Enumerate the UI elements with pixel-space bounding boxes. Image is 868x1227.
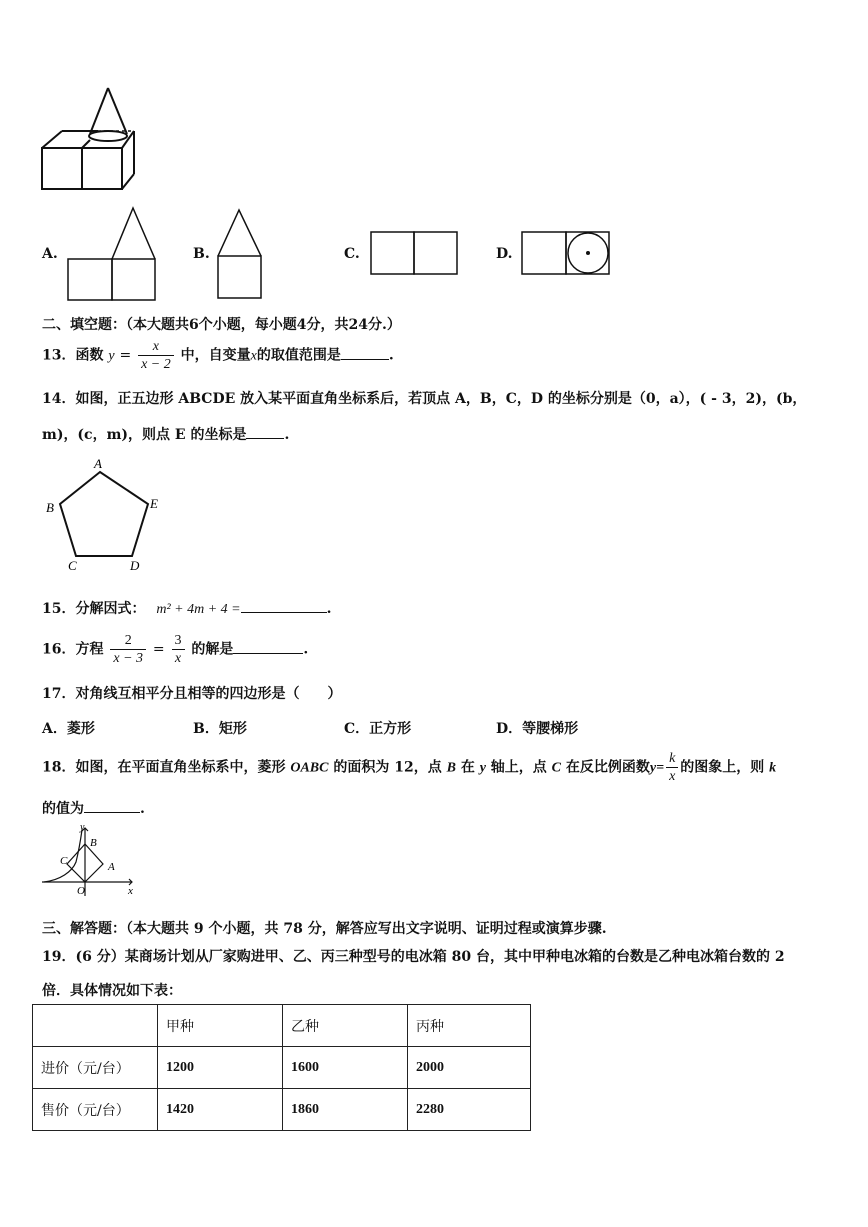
- pentagon-label-b: B: [46, 500, 54, 515]
- q16-f2-den: x: [174, 651, 182, 666]
- table-row: [33, 1089, 531, 1131]
- q18-line2-text: 的值为: [42, 801, 84, 817]
- q16: [42, 632, 308, 667]
- table-row-label: 售价（元/台）: [33, 1089, 158, 1131]
- table-header-row: [33, 1005, 531, 1047]
- pentagon-label-d: D: [130, 558, 140, 573]
- table-header-cell: 甲种: [158, 1005, 283, 1047]
- q18-fraction: [666, 750, 678, 785]
- q18-y-axis: y: [479, 760, 486, 776]
- q13-var: x: [250, 348, 257, 364]
- price-table: [32, 1004, 531, 1131]
- q16-tail: 的解是: [191, 641, 234, 658]
- q15-num: 15．分解因式：: [42, 601, 146, 617]
- graph-label-o: O: [77, 885, 85, 897]
- pentagon-label-c: C: [68, 558, 77, 573]
- q14-answer-blank[interactable]: [246, 424, 284, 439]
- q15-expr: m² + 4m + 4 =: [156, 602, 241, 617]
- q18-text-f: 的图象上，则: [680, 759, 765, 776]
- option-d-figure: [521, 230, 613, 276]
- q18-point-c: C: [551, 760, 561, 776]
- section2-title: 二、填空题：（本大题共6个小题，每小题4分，共24分.）: [42, 317, 401, 333]
- q18-line2: [42, 798, 145, 818]
- table-header-cell: [33, 1005, 158, 1047]
- q13-num: 13．函数: [42, 347, 104, 364]
- pentagon-label-a: A: [94, 456, 102, 471]
- q16-f1-num: 2: [110, 632, 146, 650]
- q14-line1: 14．如图，正五边形 ABCDE 放入某平面直角坐标系后，若顶点 A，B，C，D 的坐标分别是（0，a），( - 3，2)，(b，: [42, 391, 807, 407]
- option-b-figure: [216, 208, 264, 300]
- graph-label-a: A: [108, 861, 115, 873]
- q18-text-a: 18．如图，在平面直角坐标系中，菱形: [42, 759, 286, 776]
- q17-stem: 17．对角线互相平分且相等的四边形是（ ）: [42, 686, 342, 702]
- q18-line1: [42, 750, 776, 785]
- q16-answer-blank[interactable]: [233, 639, 303, 654]
- q18-point-b: B: [446, 760, 456, 776]
- q16-f1-den: x − 3: [113, 651, 144, 666]
- q13-frac-num: x: [138, 338, 174, 356]
- q16-eq: =: [152, 641, 165, 658]
- graph-label-c: C: [60, 855, 68, 867]
- q17-option-d[interactable]: D．等腰梯形: [496, 721, 579, 737]
- q18-end: .: [140, 801, 145, 817]
- q18-oabc: OABC: [290, 760, 329, 776]
- table-row: [33, 1047, 531, 1089]
- q18-text-d: 轴上，点: [490, 759, 547, 776]
- section3-title: 三、解答题：（本大题共 9 个小题，共 78 分，解答应写出文字说明、证明过程或演算步骤.: [42, 921, 607, 937]
- q13-end: .: [388, 347, 394, 364]
- q17-option-a[interactable]: A．菱形: [42, 721, 95, 737]
- q13-answer-blank[interactable]: [341, 345, 389, 360]
- pentagon-figure: [42, 456, 166, 576]
- q16-end: .: [303, 641, 309, 658]
- q18-frac-den: x: [669, 769, 676, 784]
- q18-answer-blank[interactable]: [84, 798, 140, 813]
- q16-num: 16．方程: [42, 641, 104, 658]
- option-a-figure: [67, 206, 159, 302]
- q19-line2: 倍．具体情况如下表：: [42, 983, 182, 999]
- option-a-label: A.: [42, 246, 58, 262]
- table-row-label: 进价（元/台）: [33, 1047, 158, 1089]
- q16-fraction-2: [172, 632, 185, 667]
- q13: [42, 338, 394, 373]
- q13-tail: 的取值范围是: [256, 347, 341, 364]
- q19-line1: 19．(6 分）某商场计划从厂家购进甲、乙、丙三种型号的电冰箱 80 台，其中甲种电冰箱的台数是乙种电冰箱台数的 2: [42, 949, 785, 965]
- q15-end: .: [326, 601, 332, 617]
- table-cell: 1420: [158, 1089, 283, 1131]
- q14-line2: [42, 424, 289, 444]
- option-c-label: C.: [344, 246, 360, 262]
- rhombus-graph: [40, 824, 140, 900]
- graph-label-x: x: [128, 885, 133, 897]
- option-c-figure: [370, 230, 460, 276]
- table-cell: 1860: [283, 1089, 408, 1131]
- table-cell: 1200: [158, 1047, 283, 1089]
- q16-fraction-1: [110, 632, 146, 667]
- q17-option-c[interactable]: C．正方形: [344, 721, 412, 737]
- graph-label-y: y: [80, 822, 85, 833]
- q14-line2-text: m)，(c，m)，则点 E 的坐标是: [42, 427, 247, 443]
- option-b-label: B.: [193, 246, 210, 262]
- q13-frac-den: x − 2: [141, 357, 171, 372]
- graph-label-b: B: [90, 837, 97, 849]
- table-header-cell: 乙种: [283, 1005, 408, 1047]
- q14-end: .: [284, 427, 290, 443]
- table-header-cell: 丙种: [408, 1005, 531, 1047]
- q18-text-b: 的面积为 12，点: [333, 759, 442, 776]
- table-cell: 1600: [283, 1047, 408, 1089]
- q13-y: y: [108, 348, 115, 364]
- table-cell: 2000: [408, 1047, 531, 1089]
- q13-mid: 中，自变量: [180, 347, 251, 364]
- pentagon-label-e: E: [150, 496, 158, 511]
- q18-text-c: 在: [460, 759, 475, 776]
- q13-fraction: [138, 338, 174, 373]
- q18-text-e: 在反比例函数: [565, 759, 650, 776]
- q18-func-y: y=: [649, 760, 665, 776]
- q15-answer-blank[interactable]: [241, 598, 327, 613]
- solid-figure: [38, 84, 143, 194]
- q18-k: k: [769, 760, 777, 776]
- q16-f2-num: 3: [172, 632, 185, 650]
- q18-frac-num: k: [666, 750, 678, 768]
- table-cell: 2280: [408, 1089, 531, 1131]
- q17-option-b[interactable]: B．矩形: [193, 721, 247, 737]
- q13-eq: =: [119, 347, 132, 364]
- option-d-label: D.: [496, 246, 513, 262]
- q15: [42, 598, 332, 618]
